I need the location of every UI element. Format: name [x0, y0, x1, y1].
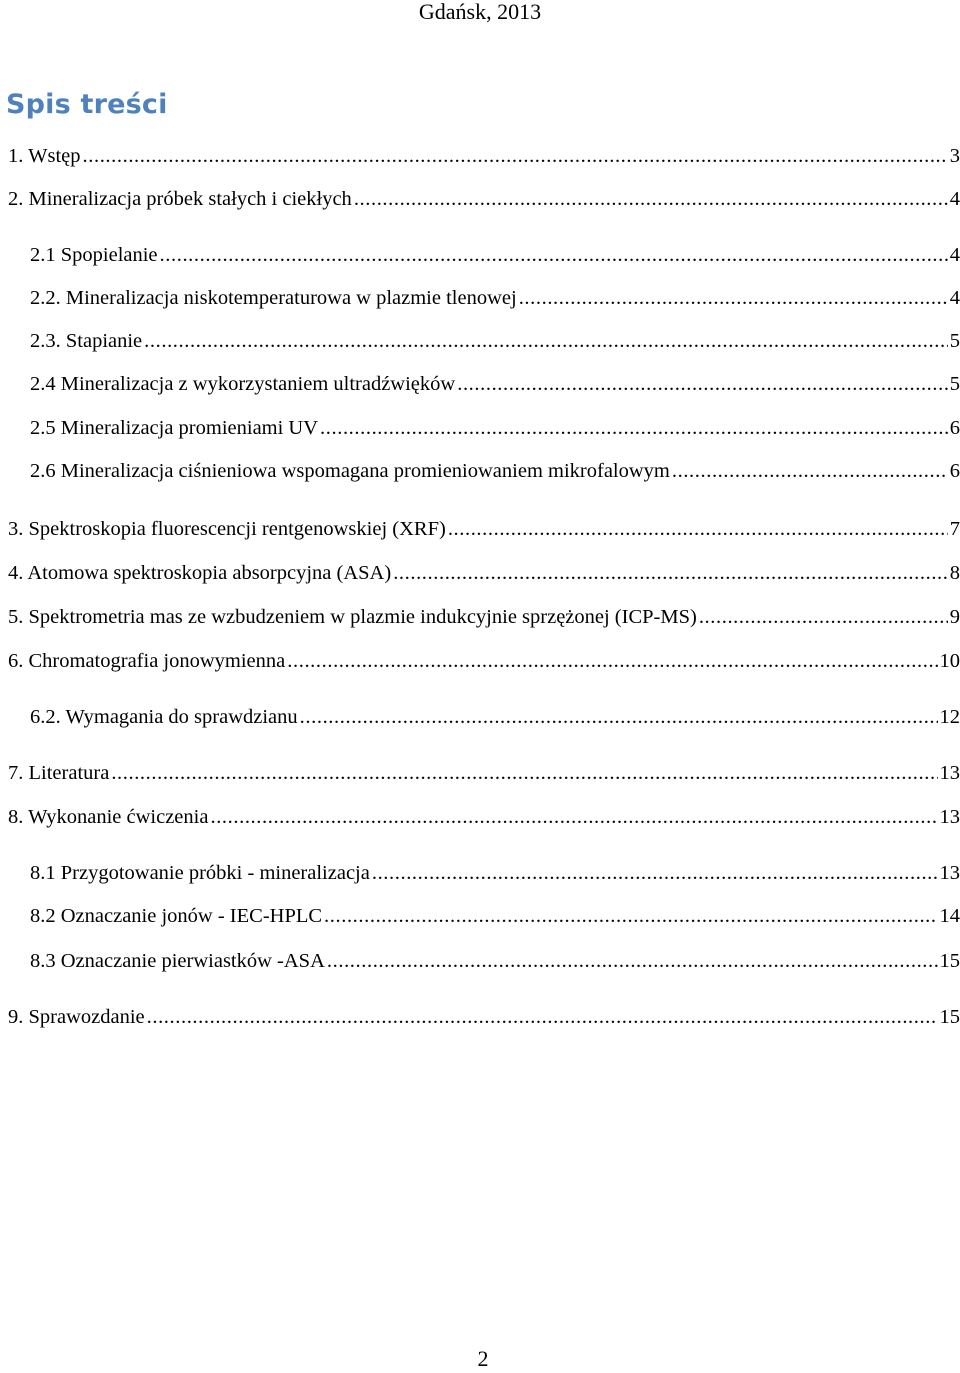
toc-entry-label: 2.5 Mineralizacja promieniami UV — [30, 413, 318, 443]
toc-entry-page: 13 — [940, 758, 960, 788]
toc-dot-leader — [287, 646, 937, 676]
toc-dot-leader — [160, 240, 948, 270]
toc-entry-page: 4 — [950, 283, 960, 313]
toc-entry-page: 5 — [950, 326, 960, 356]
toc-dot-leader — [327, 946, 938, 976]
toc-entry[interactable] — [8, 602, 960, 632]
page-number: 2 — [0, 1345, 960, 1373]
toc-entry-label: 5. Spektrometria mas ze wzbudzeniem w plazmie indukcyjnie sprzężonej (ICP-MS) — [8, 602, 697, 632]
toc-entry[interactable] — [8, 514, 960, 544]
toc-entry-label: 2. Mineralizacja próbek stałych i ciekłych — [8, 184, 352, 214]
toc-entry-page: 15 — [940, 946, 960, 976]
toc-dot-leader — [457, 369, 948, 399]
toc-dot-leader — [448, 514, 948, 544]
toc-entry-label: 6.2. Wymagania do sprawdzianu — [30, 702, 298, 732]
toc-dot-leader — [300, 702, 938, 732]
toc-entry-page: 12 — [940, 702, 960, 732]
toc-entry-page: 13 — [940, 858, 960, 888]
toc-dot-leader — [147, 1002, 938, 1032]
toc-dot-leader — [372, 858, 938, 888]
toc-entry-label: 8.3 Oznaczanie pierwiastków -ASA — [30, 946, 325, 976]
toc-dot-leader — [144, 326, 948, 356]
toc-entry-page: 15 — [940, 1002, 960, 1032]
toc-entry[interactable] — [8, 141, 960, 171]
toc-dot-leader — [519, 283, 948, 313]
toc-dot-leader — [83, 141, 948, 171]
toc-entry[interactable] — [8, 758, 960, 788]
toc-entry-label: 2.6 Mineralizacja ciśnieniowa wspomagana promieniowaniem mikrofalowym — [30, 456, 670, 486]
toc-entry-label: 1. Wstęp — [8, 141, 81, 171]
toc-entry[interactable] — [8, 184, 960, 214]
toc-entry-label: 7. Literatura — [8, 758, 109, 788]
toc-entry[interactable] — [8, 802, 960, 832]
toc-entry[interactable] — [30, 456, 960, 486]
toc-entry[interactable] — [8, 646, 960, 676]
page-header-place-date: Gdańsk, 2013 — [0, 0, 960, 26]
toc-dot-leader — [210, 802, 937, 832]
toc-entry[interactable] — [30, 858, 960, 888]
toc-entry-page: 4 — [950, 240, 960, 270]
toc-entry-label: 9. Sprawozdanie — [8, 1002, 145, 1032]
toc-entry-page: 10 — [940, 646, 960, 676]
toc-entry-label: 8.2 Oznaczanie jonów - IEC-HPLC — [30, 901, 322, 931]
toc-entry-label: 8. Wykonanie ćwiczenia — [8, 802, 208, 832]
toc-entry-page: 3 — [950, 141, 960, 171]
toc-entry-label: 8.1 Przygotowanie próbki - mineralizacja — [30, 858, 370, 888]
toc-entry[interactable] — [8, 1002, 960, 1032]
toc-entry-label: 4. Atomowa spektroskopia absorpcyjna (ASA) — [8, 558, 391, 588]
toc-entry-page: 13 — [940, 802, 960, 832]
toc-entry-page: 6 — [950, 456, 960, 486]
toc-entry-label: 2.4 Mineralizacja z wykorzystaniem ultradźwięków — [30, 369, 455, 399]
toc-entry-page: 5 — [950, 369, 960, 399]
toc-entry[interactable] — [30, 946, 960, 976]
toc-entry-label: 6. Chromatografia jonowymienna — [8, 646, 285, 676]
toc-entry-page: 8 — [950, 558, 960, 588]
toc-dot-leader — [354, 184, 948, 214]
toc-entry[interactable] — [30, 326, 960, 356]
toc-entry[interactable] — [30, 702, 960, 732]
toc-entry-label: 2.1 Spopielanie — [30, 240, 158, 270]
toc-entry-page: 7 — [950, 514, 960, 544]
toc-entry-page: 4 — [950, 184, 960, 214]
toc-dot-leader — [672, 456, 948, 486]
toc-entry-label: 2.3. Stapianie — [30, 326, 142, 356]
toc-dot-leader — [699, 602, 948, 632]
toc-entry-label: 3. Spektroskopia fluorescencji rentgenowskiej (XRF) — [8, 514, 446, 544]
toc-entry[interactable] — [30, 283, 960, 313]
toc-entry[interactable] — [30, 240, 960, 270]
toc-entry[interactable] — [30, 369, 960, 399]
toc-entry[interactable] — [30, 901, 960, 931]
toc-entry-page: 9 — [950, 602, 960, 632]
toc-dot-leader — [393, 558, 948, 588]
toc-entry-page: 14 — [940, 901, 960, 931]
toc-title: Spis treści — [6, 88, 168, 122]
toc-entry[interactable] — [8, 558, 960, 588]
toc-entry-page: 6 — [950, 413, 960, 443]
toc-dot-leader — [324, 901, 937, 931]
toc-dot-leader — [111, 758, 937, 788]
toc-dot-leader — [320, 413, 948, 443]
toc-entry-label: 2.2. Mineralizacja niskotemperaturowa w plazmie tlenowej — [30, 283, 517, 313]
toc-entry[interactable] — [30, 413, 960, 443]
